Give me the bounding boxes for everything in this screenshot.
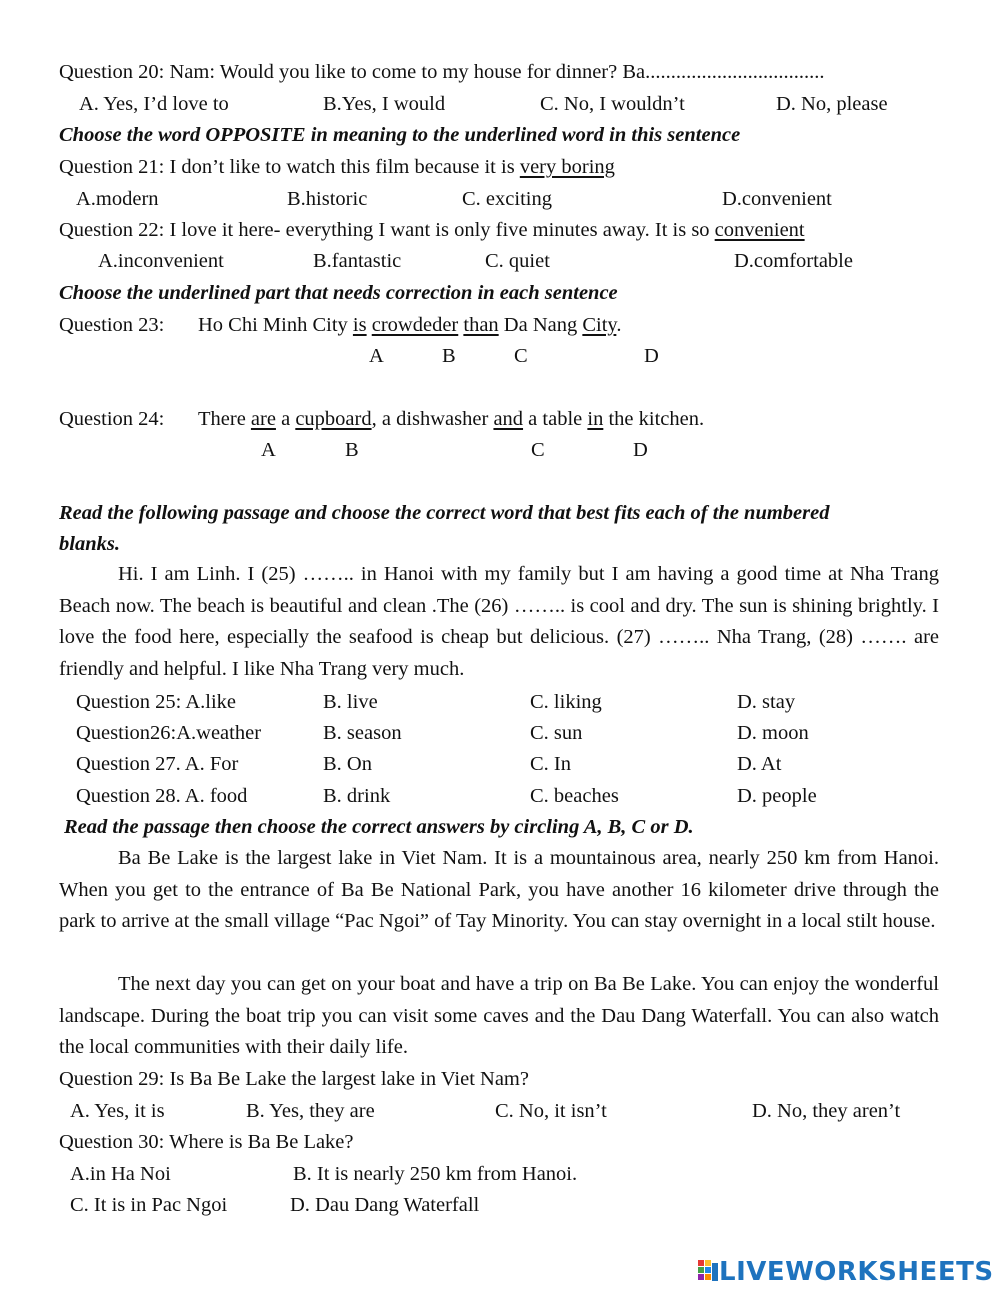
q30-option-a[interactable]: A.in Ha Noi [70, 1163, 171, 1185]
q24-letter-d[interactable]: D [633, 439, 648, 461]
q23-letter-c[interactable]: C [514, 345, 528, 367]
q27-option-a[interactable]: Question 27. A. For [76, 753, 239, 775]
passage2-paragraph2: The next day you can get on your boat and have a trip on Ba Be Lake. You can enjoy the wonderful landscape. During the boat trip you can visit some caves and the Dau Dang Waterfall. You can also watch the local communities with their daily life. [59, 973, 939, 1058]
q27-option-d[interactable]: D. At [737, 753, 782, 775]
section-passage1-instruction-cont: blanks. [59, 533, 120, 555]
q26-option-d[interactable]: D. moon [737, 722, 809, 744]
q21-option-a[interactable]: A.modern [76, 188, 159, 210]
q21-underlined: very boring [519, 156, 615, 178]
q30-stem: Question 30: Where is Ba Be Lake? [59, 1131, 354, 1153]
q23-sentence [198, 313, 621, 337]
q28-option-a[interactable]: Question 28. A. food [76, 785, 248, 807]
section-opposite-instruction: Choose the word OPPOSITE in meaning to the underlined word in this sentence [59, 124, 741, 146]
q23-letter-d[interactable]: D [644, 345, 659, 367]
passage2-paragraph1: Ba Be Lake is the largest lake in Viet Nam. It is a mountainous area, nearly 250 km from Hanoi. When you get to the entrance of Ba Be National Park, you have another 16 kilometer drive through the park to arrive at the small village “Pac Ngoi” of Tay Minority. You can stay overnight in a local stilt house. [59, 847, 939, 932]
q20-option-d[interactable]: D. No, please [776, 93, 888, 115]
q22-underlined: convenient [714, 219, 805, 241]
q26-option-c[interactable]: C. sun [530, 722, 583, 744]
q20-option-c[interactable]: C. No, I wouldn’t [540, 93, 685, 115]
q27-option-c[interactable]: C. In [530, 753, 571, 775]
q30-option-d[interactable]: D. Dau Dang Waterfall [290, 1194, 480, 1216]
liveworksheets-logo[interactable] [697, 1257, 994, 1287]
q24-part-c[interactable]: and [493, 408, 524, 430]
q20-option-b[interactable]: B.Yes, I would [323, 93, 446, 115]
q23-part-b[interactable]: crowdeder [371, 314, 459, 336]
q22-prefix: Question 22: I love it here- everything I want is only five minutes away. It is so [59, 219, 715, 241]
q28-option-d[interactable]: D. people [737, 785, 817, 807]
q30-option-b[interactable]: B. It is nearly 250 km from Hanoi. [293, 1163, 578, 1185]
q24-label: Question 24: [59, 408, 165, 430]
q24-text: There [198, 408, 251, 430]
q22-option-c[interactable]: C. quiet [485, 250, 550, 272]
q24-sentence [198, 407, 704, 431]
q23-part-c[interactable]: than [463, 314, 499, 336]
q26-option-b[interactable]: B. season [323, 722, 402, 744]
q24-letter-a[interactable]: A [261, 439, 276, 461]
q21-option-d[interactable]: D.convenient [722, 188, 832, 210]
q24-part-b[interactable]: cupboard [295, 408, 372, 430]
q24-text: , a dishwasher [371, 408, 494, 430]
liveworksheets-logo-icon [697, 1259, 719, 1285]
q29-option-b[interactable]: B. Yes, they are [246, 1100, 375, 1122]
q24-letter-b[interactable]: B [345, 439, 359, 461]
q24-text: a [275, 408, 296, 430]
logo-text: LIVEWORKSHEETS [719, 1257, 994, 1287]
q21-prefix: Question 21: I don’t like to watch this film because it is [59, 156, 520, 178]
q23-part-d[interactable]: City [582, 314, 617, 336]
q20-option-a[interactable]: A. Yes, I’d love to [79, 93, 229, 115]
q29-option-c[interactable]: C. No, it isn’t [495, 1100, 607, 1122]
q29-stem: Question 29: Is Ba Be Lake the largest lake in Viet Nam? [59, 1068, 529, 1090]
q21-option-b[interactable]: B.historic [287, 188, 368, 210]
q22-option-b[interactable]: B.fantastic [313, 250, 402, 272]
q25-option-a[interactable]: Question 25: A.like [76, 691, 237, 713]
q22-option-d[interactable]: D.comfortable [734, 250, 853, 272]
q25-option-c[interactable]: C. liking [530, 691, 602, 713]
q30-option-c[interactable]: C. It is in Pac Ngoi [70, 1194, 228, 1216]
q23-letter-a[interactable]: A [369, 345, 384, 367]
q24-part-d[interactable]: in [587, 408, 604, 430]
q29-option-d[interactable]: D. No, they aren’t [752, 1100, 901, 1122]
q24-text: a table [523, 408, 588, 430]
q23-text: . [616, 314, 622, 336]
q21-option-c[interactable]: C. exciting [462, 188, 552, 210]
q23-label: Question 23: [59, 314, 165, 336]
q22-stem [59, 218, 805, 242]
section-passage1-instruction: Read the following passage and choose the correct word that best fits each of the numbered [59, 502, 830, 524]
q23-text: Ho Chi Minh City [198, 314, 353, 336]
q27-option-b[interactable]: B. On [323, 753, 372, 775]
q24-text: the kitchen. [603, 408, 705, 430]
q28-option-b[interactable]: B. drink [323, 785, 391, 807]
q24-letter-c[interactable]: C [531, 439, 545, 461]
section-correction-instruction: Choose the underlined part that needs correction in each sentence [59, 282, 618, 304]
passage1-text: Hi. I am Linh. I (25) …….. in Hanoi with my family but I am having a good time at Nha Trang Beach now. The beach is beautiful and clean .The (26) …….. is cool and dry. The sun is shining brightly. I love the food here, especially the seafood is cheap but delicious. (27) …….. Nha Trang, (28) ……. are friendly and helpful. I like Nha Trang very much. [59, 563, 939, 680]
section-passage2-instruction: Read the passage then choose the correct answers by circling A, B, C or D. [64, 816, 694, 838]
q25-option-d[interactable]: D. stay [737, 691, 796, 713]
q24-part-a[interactable]: are [250, 408, 276, 430]
q23-text: Da Nang [498, 314, 583, 336]
q22-option-a[interactable]: A.inconvenient [98, 250, 224, 272]
q28-option-c[interactable]: C. beaches [530, 785, 619, 807]
q29-option-a[interactable]: A. Yes, it is [70, 1100, 165, 1122]
q23-part-a[interactable]: is [352, 314, 367, 336]
q25-option-b[interactable]: B. live [323, 691, 378, 713]
q20-stem: Question 20: Nam: Would you like to come to my house for dinner? Ba................................... [59, 61, 825, 83]
q21-stem [59, 155, 615, 179]
q26-option-a[interactable]: Question26:A.weather [76, 722, 262, 744]
q23-letter-b[interactable]: B [442, 345, 456, 367]
